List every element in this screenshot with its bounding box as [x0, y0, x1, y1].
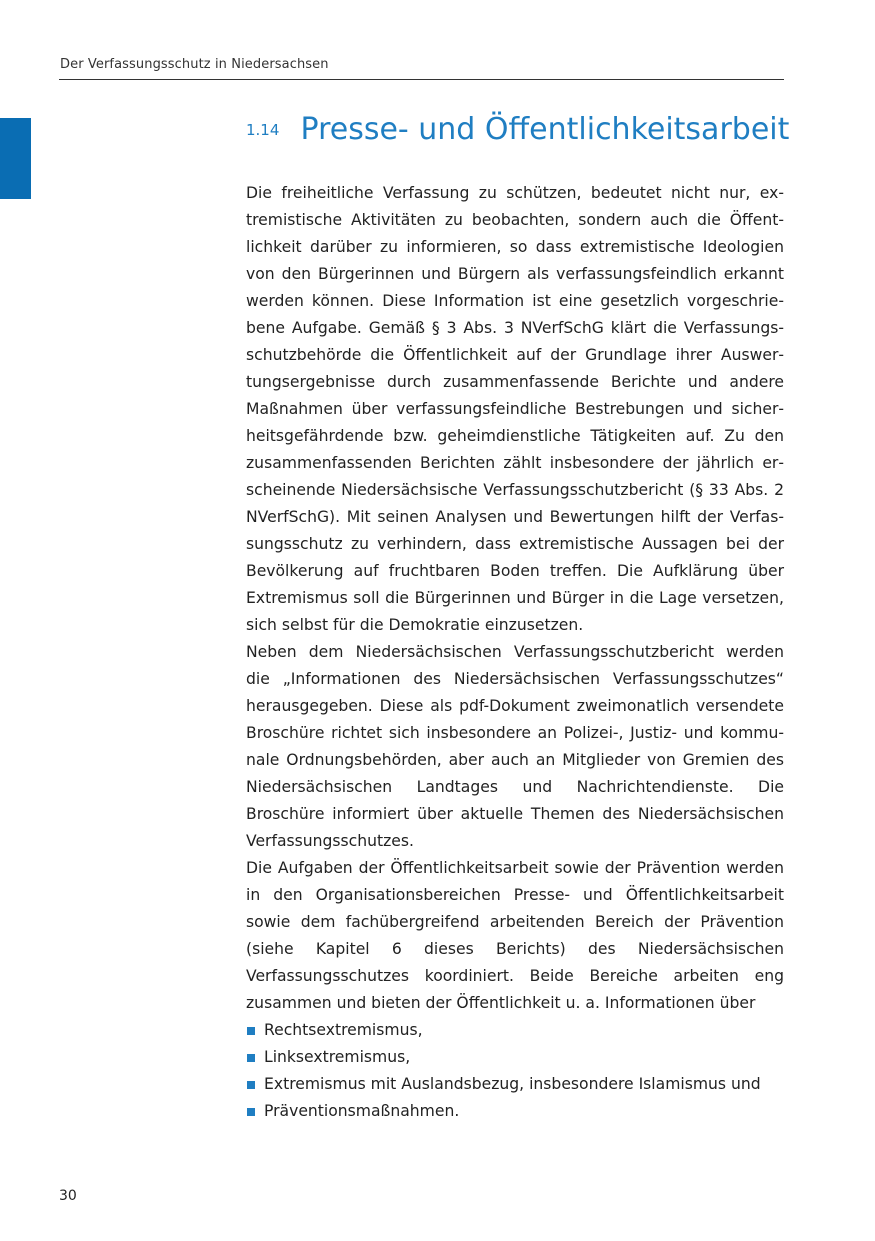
list-item-text: Präventionsmaßnahmen.	[264, 1102, 460, 1120]
list-item	[246, 1017, 784, 1044]
page-number: 30	[59, 1188, 77, 1204]
paragraph-3: Die Aufgaben der Öffentlichkeitsarbeit sowie der Prävention werden in den Organisationsbereichen Presse- und Öffentlichkeitsarbeit sowie dem fachübergreifend arbeitenden Bereich der Prävention (siehe Kapitel 6 dieses Berichts) des Niedersächsischen Verfassungsschutzes koordiniert. Beide Bereiche arbeiten eng zusammen und bieten der Öffentlichkeit u. a. Informationen über	[246, 859, 784, 1012]
section-heading	[246, 112, 789, 147]
running-header-title: Der Verfassungsschutz in Niedersachsen	[60, 57, 329, 72]
list-item-text: Linksextremismus,	[264, 1048, 411, 1066]
list-item	[246, 1071, 784, 1098]
topic-bullet-list	[246, 1017, 784, 1125]
list-item	[246, 1098, 784, 1125]
list-item-text: Extremismus mit Auslandsbezug, insbesondere Islamismus und	[264, 1075, 761, 1093]
list-item-text: Rechtsextremismus,	[264, 1021, 423, 1039]
chapter-side-tab	[0, 118, 31, 199]
paragraph-2: Neben dem Niedersächsischen Verfassungsschutzbericht werden die „Informationen des Niedersächsischen Verfassungsschutzes“ herausgegeben. Diese als pdf-Dokument zweimonatlich versendete Broschüre richtet sich insbesondere an Polizei-, Justiz- und kommunale Ordnungsbehörden, aber auch an Mitglieder von Gremien des Niedersächsischen Landtages und Nachrichtendienste. Die Broschüre informiert über aktuelle Themen des Niedersächsischen Verfassungsschutzes.	[246, 643, 784, 850]
header-divider	[59, 79, 784, 80]
bullet-square-icon	[247, 1108, 255, 1116]
list-item	[246, 1044, 784, 1071]
section-title: Presse- und Öffentlichkeitsarbeit	[300, 112, 790, 147]
paragraph-1: Die freiheitliche Verfassung zu schützen, bedeutet nicht nur, extremistische Aktivitäten zu beobachten, sondern auch die Öffentlichkeit darüber zu informieren, so dass extremistische Ideologien von den Bürgerinnen und Bürgern als verfassungsfeindlich erkannt werden können. Diese Information ist eine gesetzlich vorgeschriebene Aufgabe. Gemäß § 3 Abs. 3 NVerfSchG klärt die Verfassungsschutzbehörde die Öffentlichkeit auf der Grundlage ihrer Auswertungsergebnisse durch zusammenfassende Berichte und andere Maßnahmen über verfassungsfeindliche Bestrebungen und sicherheitsgefährdende bzw. geheimdienstliche Tätigkeiten auf. Zu den zusammenfassenden Berichten zählt insbesondere der jährlich erscheinende Niedersächsische Verfassungsschutzbericht (§ 33 Abs. 2 NVerfSchG). Mit seinen Analysen und Bewertungen hilft der Verfassungsschutz zu verhindern, dass extremistische Aussagen bei der Bevölkerung auf fruchtbaren Boden treffen. Die Aufklärung über Extremismus soll die Bürgerinnen und Bürger in die Lage versetzen, sich selbst für die Demokratie einzusetzen.	[246, 184, 784, 634]
body-text	[246, 180, 784, 1125]
bullet-square-icon	[247, 1027, 255, 1035]
section-number: 1.14	[246, 121, 280, 139]
bullet-square-icon	[247, 1081, 255, 1089]
bullet-square-icon	[247, 1054, 255, 1062]
